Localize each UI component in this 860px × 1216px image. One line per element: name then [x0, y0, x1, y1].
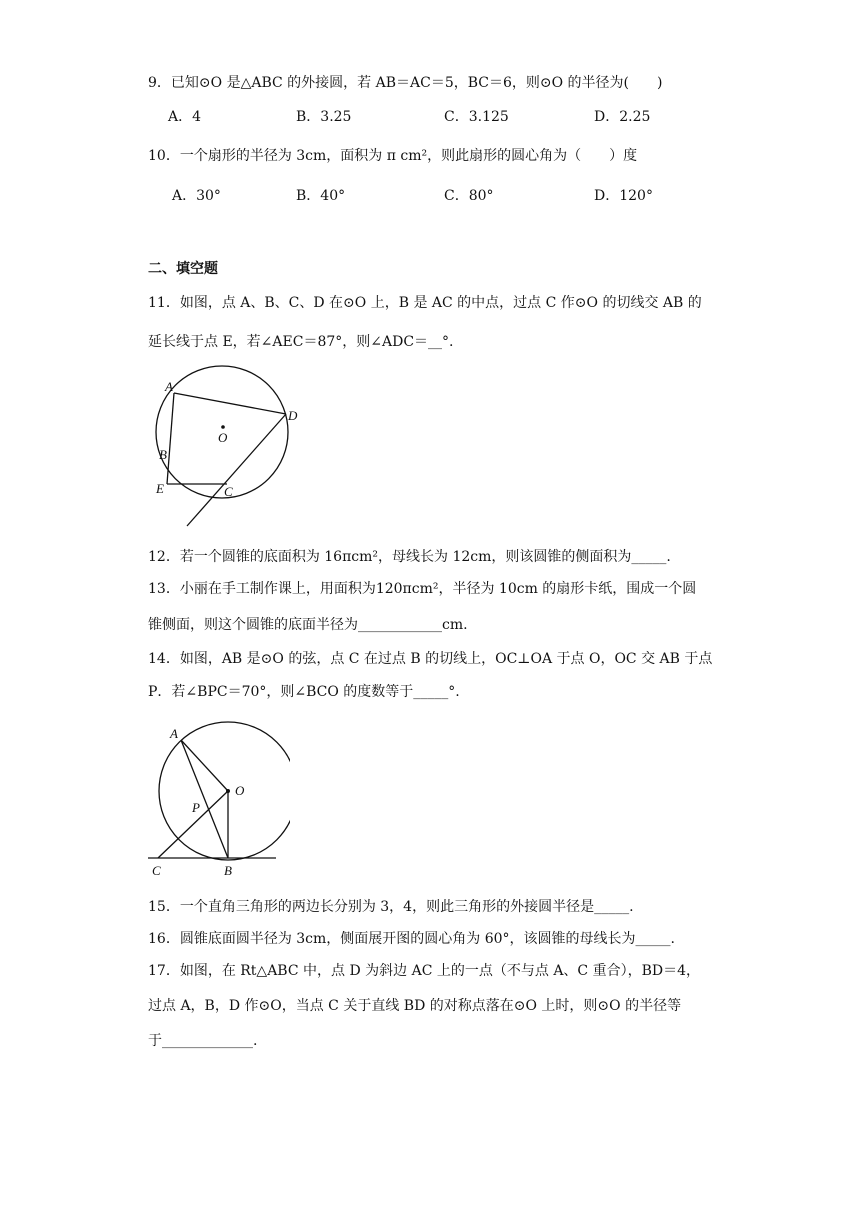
q14-label-o: O: [235, 783, 245, 798]
q14-circle: [159, 722, 290, 860]
q13-line2: 锥侧面，则这个圆锥的底面半径为____________cm.: [148, 617, 468, 633]
q14-label-b: B: [224, 863, 232, 878]
q13-line1: 13．小丽在手工制作课上，用面积为120πcm²，半径为 10cm 的扇形卡纸，围成一个圆: [148, 581, 697, 597]
q17-line2: 过点 A，B，D 作⊙O，当点 C 关于直线 BD 的对称点落在⊙O 上时，则⊙O 的半径等: [148, 998, 682, 1014]
q11-label-c: C: [224, 484, 233, 499]
section-title: 二、填空题: [148, 261, 218, 277]
q14-label-c: C: [152, 863, 161, 878]
q9-stem: 9．已知⊙O 是△ABC 的外接圆，若 AB＝AC＝5，BC＝6，则⊙O 的半径为( ): [148, 75, 663, 91]
q11-label-o: O: [218, 430, 228, 445]
q10-option-a: A．30°: [172, 188, 221, 204]
q17-line3: 于_____________.: [148, 1033, 258, 1049]
q11-label-a: A: [165, 379, 173, 394]
q11-label-b: B: [159, 447, 167, 462]
q9-option-c: C．3.125: [444, 109, 509, 125]
q10-option-c: C．80°: [444, 188, 494, 204]
q14-center-dot: [226, 789, 230, 793]
q11-label-d: D: [288, 408, 298, 423]
q10-option-d: D．120°: [594, 188, 653, 204]
q11-segment-ad: [174, 393, 286, 414]
q11-center-dot: [221, 425, 225, 429]
q10-stem: 10．一个扇形的半径为 3cm，面积为 π cm²，则此扇形的圆心角为（ ）度: [148, 148, 638, 164]
q11-label-e: E: [156, 481, 164, 496]
q14-chord-ab: [181, 740, 228, 858]
q14-line2: P．若∠BPC＝70°，则∠BCO 的度数等于_____°.: [148, 684, 460, 700]
q10-option-b: B．40°: [296, 188, 346, 204]
q14-label-p: P: [192, 800, 200, 815]
q9-option-d: D．2.25: [594, 109, 651, 125]
q15-line1: 15．一个直角三角形的两边长分别为 3，4，则此三角形的外接圆半径是_____.: [148, 899, 634, 915]
q17-line1: 17．如图，在 Rt△ABC 中，点 D 为斜边 AC 上的一点（不与点 A、C 重合），BD＝4，: [148, 963, 701, 979]
q14-segment-ao: [181, 740, 228, 791]
q9-option-a: A．4: [168, 109, 202, 125]
q14-line1: 14．如图，AB 是⊙O 的弦，点 C 在过点 B 的切线上，OC⊥OA 于点 O，OC 交 AB 于点: [148, 651, 713, 667]
q11-line1: 11．如图，点 A、B、C、D 在⊙O 上，B 是 AC 的中点，过点 C 作⊙O 的切线交 AB 的: [148, 295, 702, 311]
q11-line2: 延长线于点 E，若∠AEC＝87°，则∠ADC＝__°.: [148, 334, 454, 350]
q11-segment-ae: [167, 393, 174, 484]
q14-figure: [140, 718, 290, 883]
q14-label-a: A: [170, 726, 178, 741]
q16-line1: 16．圆锥底面圆半径为 3cm，侧面展开图的圆心角为 60°，该圆锥的母线长为_____.: [148, 931, 676, 947]
q9-option-b: B．3.25: [296, 109, 352, 125]
q11-figure: [140, 362, 310, 534]
q11-line-dc: [187, 414, 286, 526]
q12-line1: 12．若一个圆锥的底面积为 16πcm²，母线长为 12cm，则该圆锥的侧面积为_____.: [148, 549, 671, 565]
